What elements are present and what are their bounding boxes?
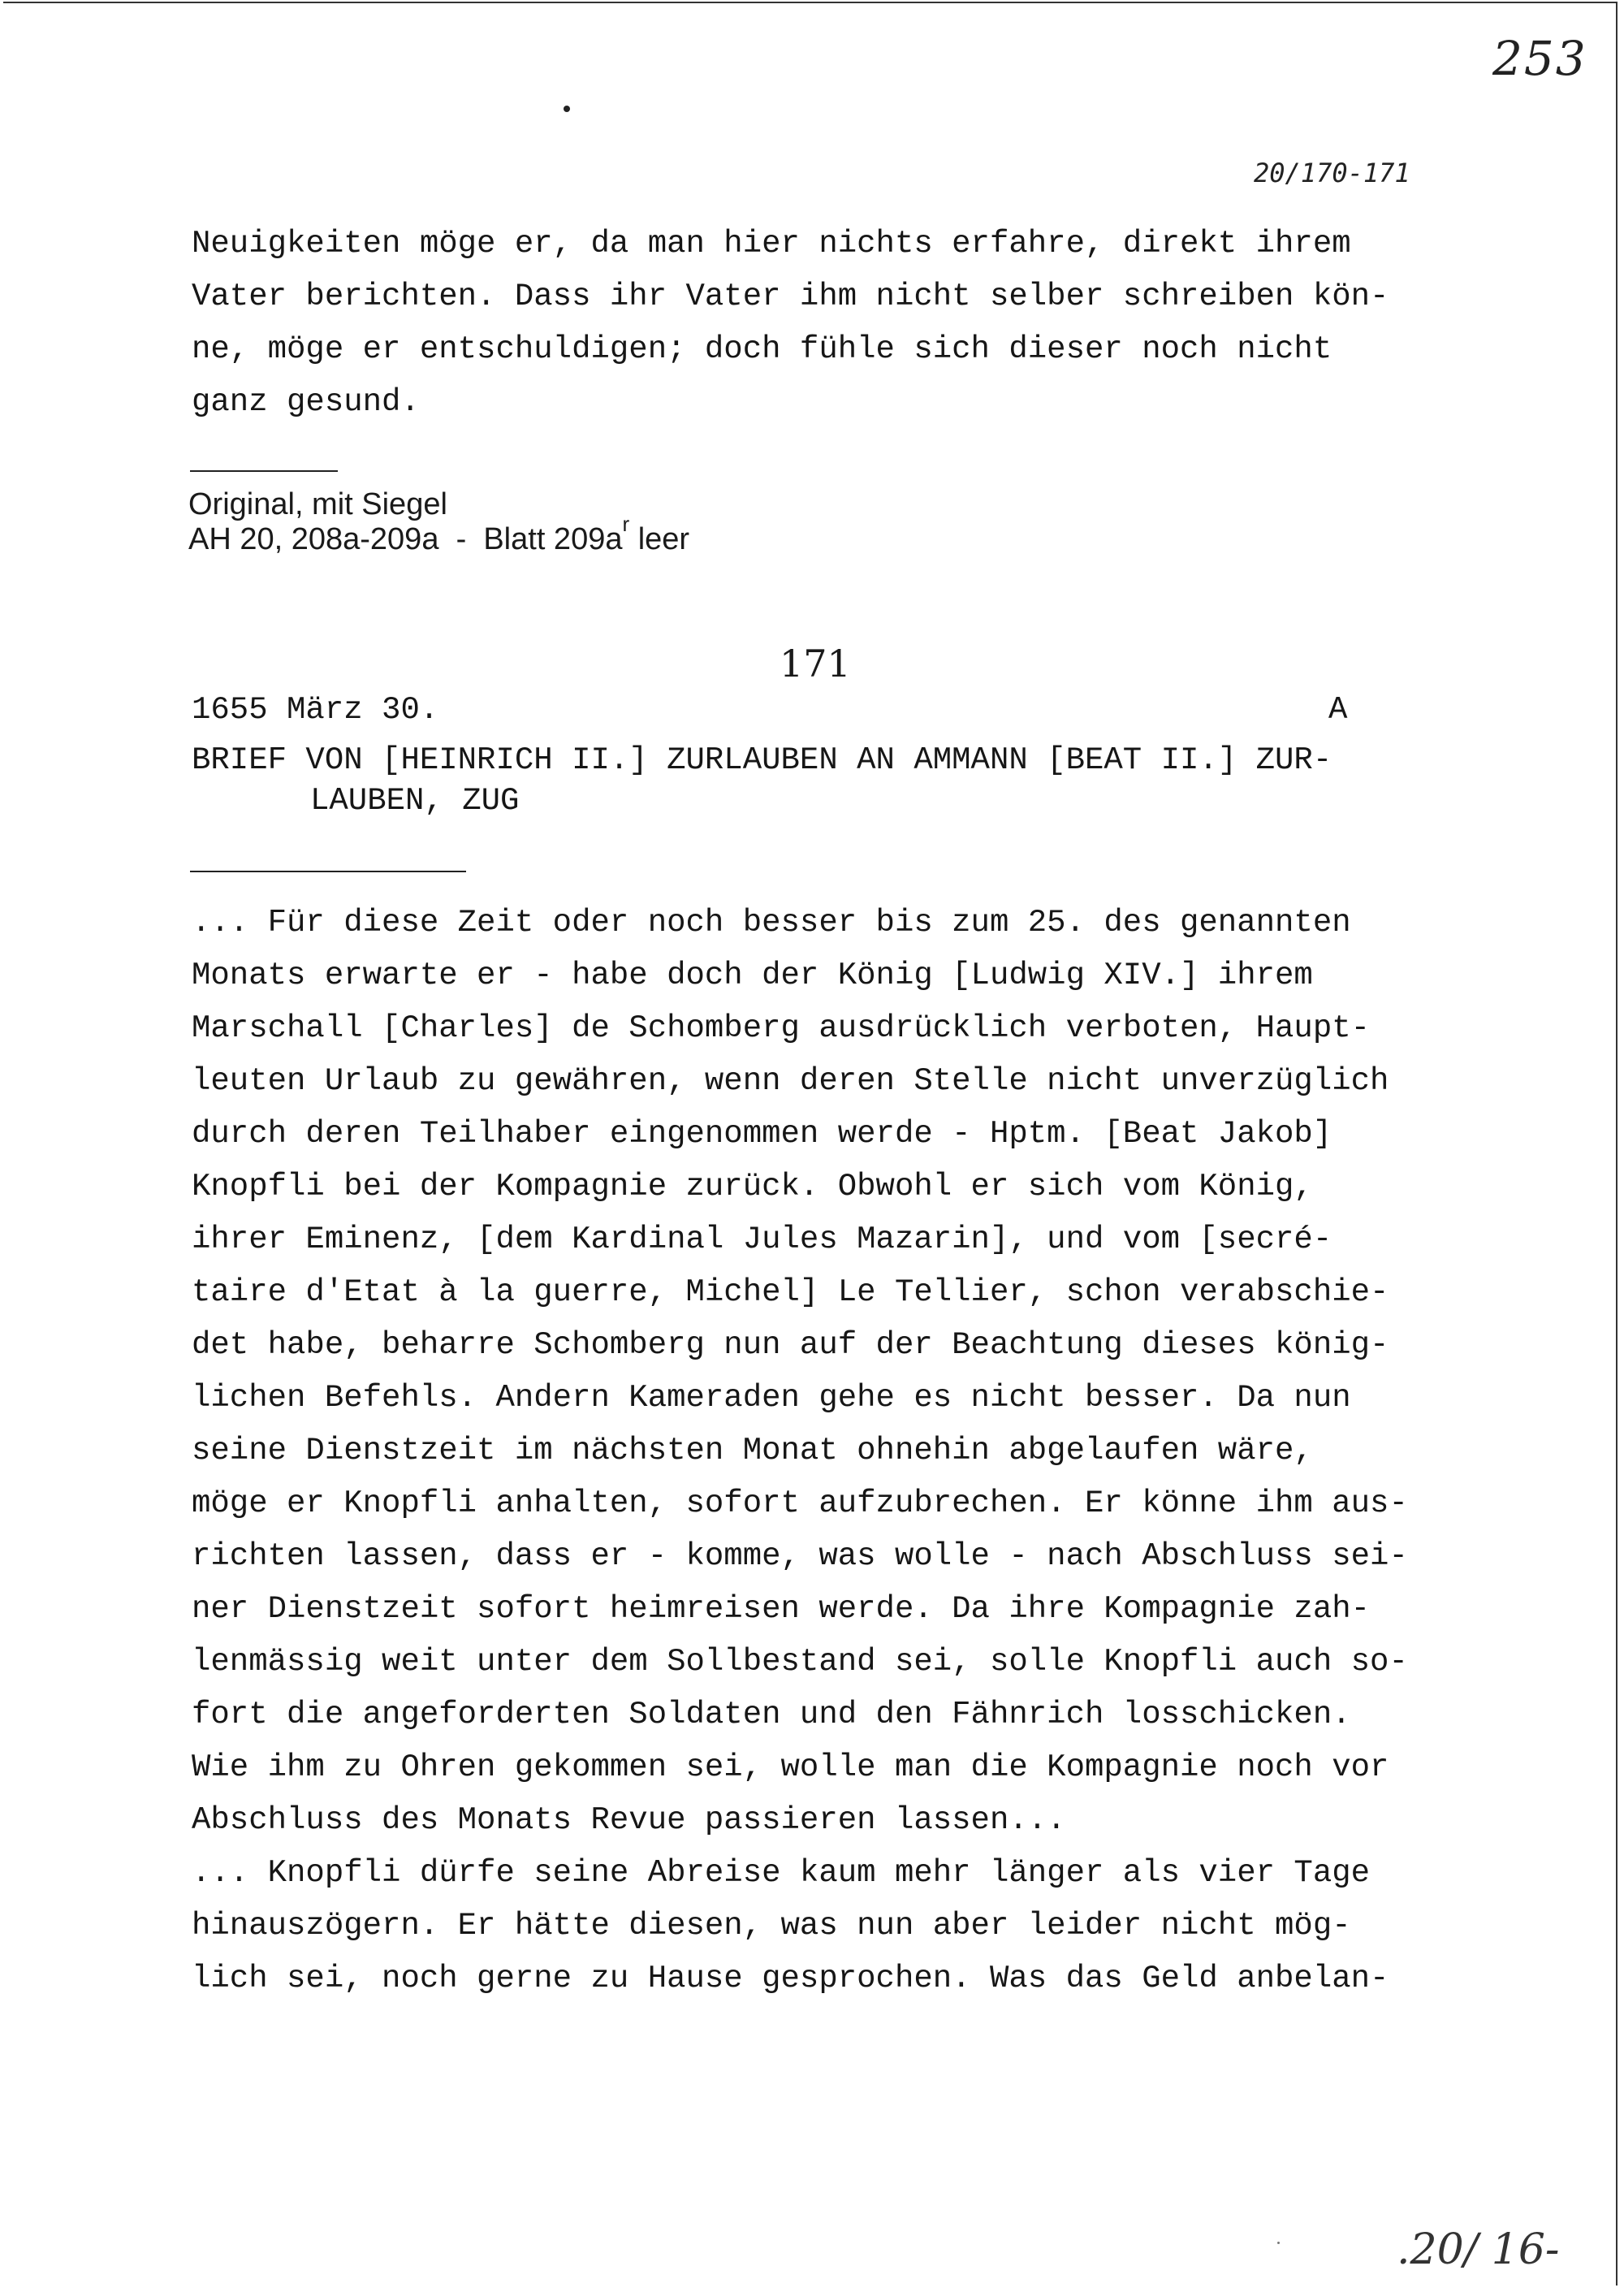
handwritten-footer-note: .20/ 16- [1397, 2225, 1560, 2274]
text-line: möge er Knopfli anhalten, sofort aufzubrechen. Er könne ihm aus- [192, 1485, 1408, 1521]
text-line: hinauszögern. Er hätte diesen, was nun aber leider nicht mög- [192, 1908, 1351, 1944]
source-archive: AH 20, 208a-209a - Blatt 209a [188, 522, 623, 556]
text-line: Marschall [Charles] de Schomberg ausdrücklich verboten, Haupt- [192, 1010, 1371, 1046]
text-line: det habe, beharre Schomberg nun auf der Beachtung dieses könig- [192, 1327, 1389, 1363]
text-line: lich sei, noch gerne zu Hause gesprochen. Was das Geld anbelan- [192, 1961, 1389, 1996]
text-line: fort die angeforderten Soldaten und den Fähnrich losschicken. [192, 1697, 1351, 1732]
text-line: durch deren Teilhaber eingenommen werde - Hptm. [Beat Jakob] [192, 1116, 1332, 1152]
text-line: Wie ihm zu Ohren gekommen sei, wolle man die Kompagnie noch vor [192, 1749, 1389, 1785]
text-line: ... Knopfli dürfe seine Abreise kaum mehr länger als vier Tage [192, 1855, 1371, 1891]
text-line: richten lassen, dass er - komme, was wolle - nach Abschluss sei- [192, 1538, 1408, 1574]
text-line: lichen Befehls. Andern Kameraden gehe es nicht besser. Da nun [192, 1380, 1351, 1416]
text-line: ... Für diese Zeit oder noch besser bis zum 25. des genannten [192, 905, 1351, 941]
text-line: Abschluss des Monats Revue passieren lassen... [192, 1802, 1066, 1838]
text-line: ne, möge er entschuldigen; doch fühle sich dieser noch nicht [192, 331, 1332, 367]
text-line: seine Dienstzeit im nächsten Monat ohnehin abgelaufen wäre, [192, 1433, 1313, 1468]
document-date: 1655 März 30. [192, 692, 439, 728]
intro-paragraph [192, 218, 1389, 429]
reference-number: 20/170-171 [1254, 158, 1410, 188]
body-paragraph [192, 897, 1408, 2005]
source-line [188, 512, 690, 557]
separator-rule [190, 470, 338, 472]
ink-speck [1277, 2242, 1280, 2244]
text-line: ner Dienstzeit sofort heimreisen werde. Da ihre Kompagnie zah- [192, 1591, 1371, 1627]
text-line: leuten Urlaub zu gewähren, wenn deren Stelle nicht unverzüglich [192, 1063, 1389, 1099]
document-marker: A [1328, 692, 1348, 728]
text-line: lenmässig weit unter dem Sollbestand sei, solle Knopfli auch so- [192, 1644, 1408, 1680]
document-title-continued: LAUBEN, ZUG [310, 783, 520, 819]
source-note: leer [629, 522, 690, 556]
text-line: taire d'Etat à la guerre, Michel] Le Tellier, schon verabschie- [192, 1274, 1389, 1310]
separator-rule [190, 871, 466, 872]
document-title: BRIEF VON [HEINRICH II.] ZURLAUBEN AN AMMANN [BEAT II.] ZUR- [192, 742, 1332, 778]
text-line: Monats erwarte er - habe doch der König [Ludwig XIV.] ihrem [192, 958, 1313, 993]
source-line: Original, mit Siegel [188, 487, 447, 521]
text-line: Neuigkeiten möge er, da man hier nichts erfahre, direkt ihrem [192, 226, 1351, 262]
superscript: r [622, 512, 630, 536]
text-line: ihrer Eminenz, [dem Kardinal Jules Mazarin], und vom [secré- [192, 1222, 1332, 1257]
document-number: 171 [780, 642, 851, 685]
handwritten-page-number: 253 [1492, 31, 1587, 86]
ink-speck [564, 106, 570, 112]
text-line: Knopfli bei der Kompagnie zurück. Obwohl er sich vom König, [192, 1169, 1313, 1204]
text-line: ganz gesund. [192, 384, 420, 420]
text-line: Vater berichten. Dass ihr Vater ihm nicht selber schreiben kön- [192, 279, 1389, 314]
